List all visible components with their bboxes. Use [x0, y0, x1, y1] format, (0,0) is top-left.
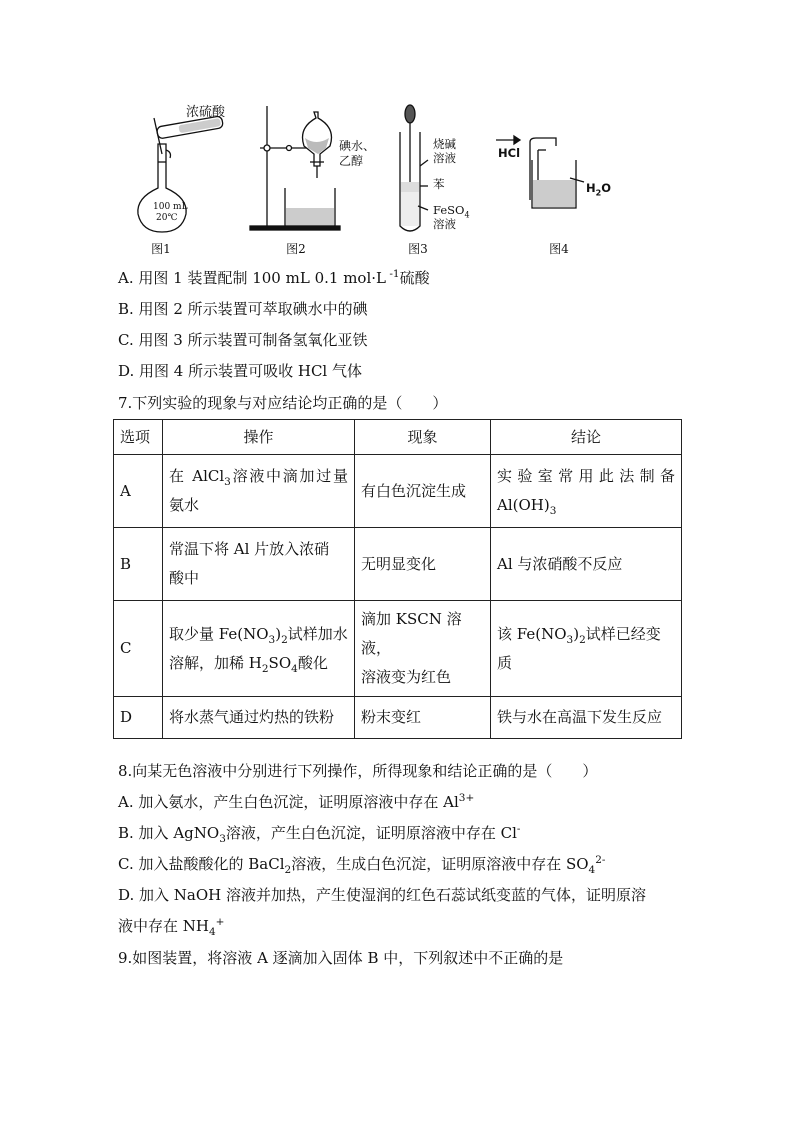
- label-conc-sulfuric-acid: 浓硫酸: [186, 105, 226, 120]
- label-h2o: $H_2O$: [586, 181, 612, 198]
- table-header-row: [114, 420, 682, 455]
- label-iodine-water: 碘水、: [339, 139, 376, 153]
- table-row: [114, 528, 682, 601]
- q8-option-b: B. 加入 AgNO$_3$溶液，产生白色沉淀，证明原溶液中存在 Cl-: [118, 823, 521, 845]
- figure-3-caption: 图3: [408, 242, 428, 256]
- figure-3-ferrous-hydroxide-tube: [400, 105, 428, 231]
- cell-operation: 取少量 $Fe(NO_3)_2$试样加水 溶解，加稀 $H_2SO_4$酸化: [163, 601, 355, 697]
- q9-stem: 9.如图装置，将溶液 A 逐滴加入固体 B 中，下列叙述中不正确的是: [118, 949, 564, 967]
- label-feso4-solution: 溶液: [433, 217, 456, 231]
- cell-operation: 常温下将 Al 片放入浓硝 酸中: [163, 528, 355, 601]
- cell-conclusion: 铁与水在高温下发生反应: [491, 697, 682, 739]
- label-benzene: 苯: [433, 177, 445, 191]
- q7-table: [113, 419, 682, 739]
- q6-option-b: B. 用图 2 所示装置可萃取碘水中的碘: [118, 300, 368, 318]
- table-row: [114, 601, 682, 697]
- figure-2-caption: 图2: [286, 242, 306, 256]
- q6-option-c: C. 用图 3 所示装置可制备氢氧化亚铁: [118, 331, 368, 349]
- header-phenomenon: 现象: [355, 420, 491, 455]
- apparatus-figures: [100, 96, 660, 236]
- figure-1-caption: 图1: [151, 242, 171, 256]
- table-row: [114, 697, 682, 739]
- label-hcl: HCl: [498, 146, 521, 160]
- cell-phenomenon: 无明显变化: [355, 528, 491, 601]
- cell-conclusion: Al 与浓硝酸不反应: [491, 528, 682, 601]
- cell-operation: 在 AlCl$_3$溶液中滴加过量 氨水: [163, 455, 355, 528]
- flask-label-temp: 20℃: [156, 213, 178, 223]
- cell-option: C: [114, 601, 163, 697]
- label-ethanol: 乙醇: [339, 154, 364, 168]
- header-option: 选项: [114, 420, 163, 455]
- q8-option-a: A. 加入氨水，产生白色沉淀，证明原溶液中存在 $Al^{3+}$: [118, 792, 475, 811]
- cell-operation: 将水蒸气通过灼热的铁粉: [163, 697, 355, 739]
- cell-conclusion: 实 验 室 常 用 此 法 制 备 $Al(OH)_3$: [491, 455, 682, 528]
- table-row: [114, 455, 682, 528]
- cell-conclusion: 该 $Fe(NO_3)_2$试样已经变质: [491, 601, 682, 697]
- flask-label-volume: 100 mL: [153, 202, 188, 212]
- q8-option-c: C. 加入盐酸酸化的 BaCl$_2$溶液，生成白色沉淀，证明原溶液中存在 $SO_4^{2-}$: [118, 854, 606, 876]
- cell-phenomenon: 有白色沉淀生成: [355, 455, 491, 528]
- label-feso4: FeSO$_4$: [433, 203, 470, 220]
- cell-phenomenon: 滴加 KSCN 溶液， 溶液变为红色: [355, 601, 491, 697]
- q8-option-d-line1: D. 加入 NaOH 溶液并加热，产生使湿润的红色石蕊试纸变蓝的气体，证明原溶: [118, 886, 647, 904]
- figure-1-volumetric-flask: [138, 116, 224, 232]
- cell-option: A: [114, 455, 163, 528]
- q8-option-d-line2: 液中存在 $NH_4^+$: [118, 916, 225, 938]
- cell-option: B: [114, 528, 163, 601]
- header-operation: 操作: [163, 420, 355, 455]
- q7-stem: 7.下列实验的现象与对应结论均正确的是（ ）: [118, 394, 448, 412]
- label-naoh-1: 烧碱: [433, 137, 456, 151]
- header-conclusion: 结论: [491, 420, 682, 455]
- q6-option-d: D. 用图 4 所示装置可吸收 HCl 气体: [118, 362, 363, 380]
- cell-phenomenon: 粉末变红: [355, 697, 491, 739]
- cell-option: D: [114, 697, 163, 739]
- q8-stem: 8.向某无色溶液中分别进行下列操作，所得现象和结论正确的是（ ）: [118, 762, 598, 780]
- figure-2-separatory-funnel: [250, 106, 340, 230]
- label-naoh-2: 溶液: [433, 151, 456, 165]
- figure-4-caption: 图4: [549, 242, 569, 256]
- q6-option-a: A. 用图 1 装置配制 100 mL 0.1 mol·L $^{-1}$硫酸: [118, 268, 430, 287]
